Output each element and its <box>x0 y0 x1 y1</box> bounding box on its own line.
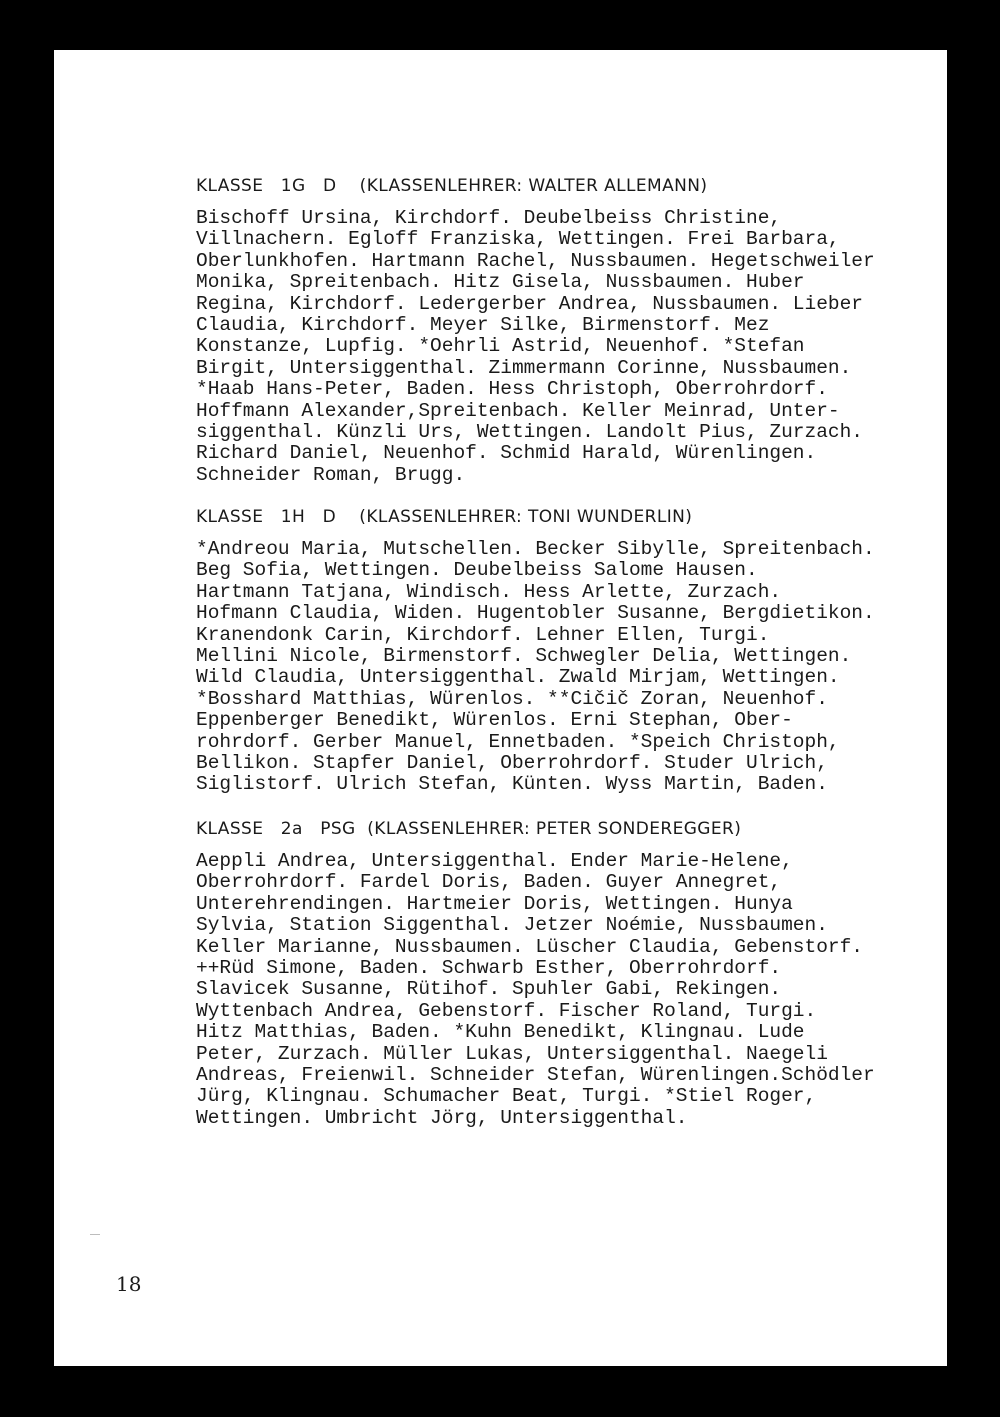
text-line: Birgit, Untersiggenthal. Zimmermann Corinne, Nussbaumen. <box>196 356 852 379</box>
text-line: ++Rüd Simone, Baden. Schwarb Esther, Oberrohrdorf. <box>196 957 782 980</box>
text-line: *Bosshard Matthias, Würenlos. **Cičič Zoran, Neuenhof. <box>196 687 828 710</box>
margin-mark <box>90 1234 100 1235</box>
text-line: Hofmann Claudia, Widen. Hugentobler Susanne, Bergdietikon. <box>196 602 875 625</box>
text-line: Andreas, Freienwil. Schneider Stefan, Würenlingen.Schödler <box>196 1064 875 1087</box>
class-section-1h <box>196 507 956 796</box>
document-page <box>54 50 947 1366</box>
text-line: Regina, Kirchdorf. Ledergerber Andrea, Nussbaumen. Lieber <box>196 292 864 315</box>
class-section-2a <box>196 819 956 1129</box>
student-list <box>196 208 956 486</box>
text-line: Jürg, Klingnau. Schumacher Beat, Turgi. *Stiel Roger, <box>196 1085 817 1108</box>
text-line: Aeppli Andrea, Untersiggenthal. Ender Marie-Helene, <box>196 850 793 872</box>
text-line: Kranendonk Carin, Kirchdorf. Lehner Ellen, Turgi. <box>196 623 770 646</box>
text-line: Hoffmann Alexander,Spreitenbach. Keller Meinrad, Unter- <box>196 399 840 422</box>
text-line: *Haab Hans-Peter, Baden. Hess Christoph, Oberrohrdorf. <box>196 378 828 401</box>
text-line: Konstanze, Lupfig. *Oehrli Astrid, Neuenhof. *Stefan <box>196 335 805 358</box>
text-line: Hitz Matthias, Baden. *Kuhn Benedikt, Klingnau. Lude <box>196 1021 805 1044</box>
text-line: rohrdorf. Gerber Manuel, Ennetbaden. *Speich Christoph, <box>196 730 840 753</box>
text-line: Claudia, Kirchdorf. Meyer Silke, Birmenstorf. Mez <box>196 314 770 337</box>
text-line: Villnachern. Egloff Franziska, Wettingen. Frei Barbara, <box>196 228 840 251</box>
text-line: Keller Marianne, Nussbaumen. Lüscher Claudia, Gebenstorf. <box>196 935 864 958</box>
text-line: Monika, Spreitenbach. Hitz Gisela, Nussbaumen. Huber <box>196 271 805 294</box>
class-heading: KLASSE 1H D (KLASSENLEHRER: TONI WUNDERLIN) <box>196 507 693 527</box>
text-line: Unterehrendingen. Hartmeier Doris, Wettingen. Hunya <box>196 892 793 915</box>
text-line: Bellikon. Stapfer Daniel, Oberrohrdorf. Studer Ulrich, <box>196 752 828 775</box>
text-line: Schneider Roman, Brugg. <box>196 463 466 486</box>
text-line: Sylvia, Station Siggenthal. Jetzer Noémie, Nussbaumen. <box>196 914 828 937</box>
class-heading: KLASSE 1G D (KLASSENLEHRER: WALTER ALLEMANN) <box>196 176 708 196</box>
text-line: Wild Claudia, Untersiggenthal. Zwald Mirjam, Wettingen. <box>196 666 840 689</box>
text-line: Richard Daniel, Neuenhof. Schmid Harald, Würenlingen. <box>196 442 817 465</box>
page-number: 18 <box>116 1272 142 1296</box>
student-list <box>196 539 956 796</box>
text-line: Siglistorf. Ulrich Stefan, Künten. Wyss Martin, Baden. <box>196 773 828 796</box>
text-line: Beg Sofia, Wettingen. Deubelbeiss Salome Hausen. <box>196 559 758 582</box>
text-line: Eppenberger Benedikt, Würenlos. Erni Stephan, Ober- <box>196 709 793 732</box>
text-line: Wyttenbach Andrea, Gebenstorf. Fischer Roland, Turgi. <box>196 999 817 1022</box>
text-line: Slavicek Susanne, Rütihof. Spuhler Gabi, Rekingen. <box>196 978 782 1001</box>
text-line: Oberlunkhofen. Hartmann Rachel, Nussbaumen. Hegetschweiler <box>196 249 875 272</box>
student-list <box>196 851 956 1129</box>
text-line: Oberrohrdorf. Fardel Doris, Baden. Guyer Annegret, <box>196 871 782 894</box>
text-line: Peter, Zurzach. Müller Lukas, Untersiggenthal. Naegeli <box>196 1042 828 1065</box>
text-line: Hartmann Tatjana, Windisch. Hess Arlette, Zurzach. <box>196 580 782 603</box>
class-section-1g <box>196 176 956 486</box>
text-line: Bischoff Ursina, Kirchdorf. Deubelbeiss Christine, <box>196 207 782 229</box>
class-heading: KLASSE 2a PSG (KLASSENLEHRER: PETER SONDEREGGER) <box>196 819 742 839</box>
text-line: siggenthal. Künzli Urs, Wettingen. Landolt Pius, Zurzach. <box>196 421 864 444</box>
text-line: Wettingen. Umbricht Jörg, Untersiggenthal. <box>196 1106 688 1129</box>
text-line: Mellini Nicole, Birmenstorf. Schwegler Delia, Wettingen. <box>196 645 852 668</box>
text-line: *Andreou Maria, Mutschellen. Becker Sibylle, Spreitenbach. <box>196 538 875 560</box>
